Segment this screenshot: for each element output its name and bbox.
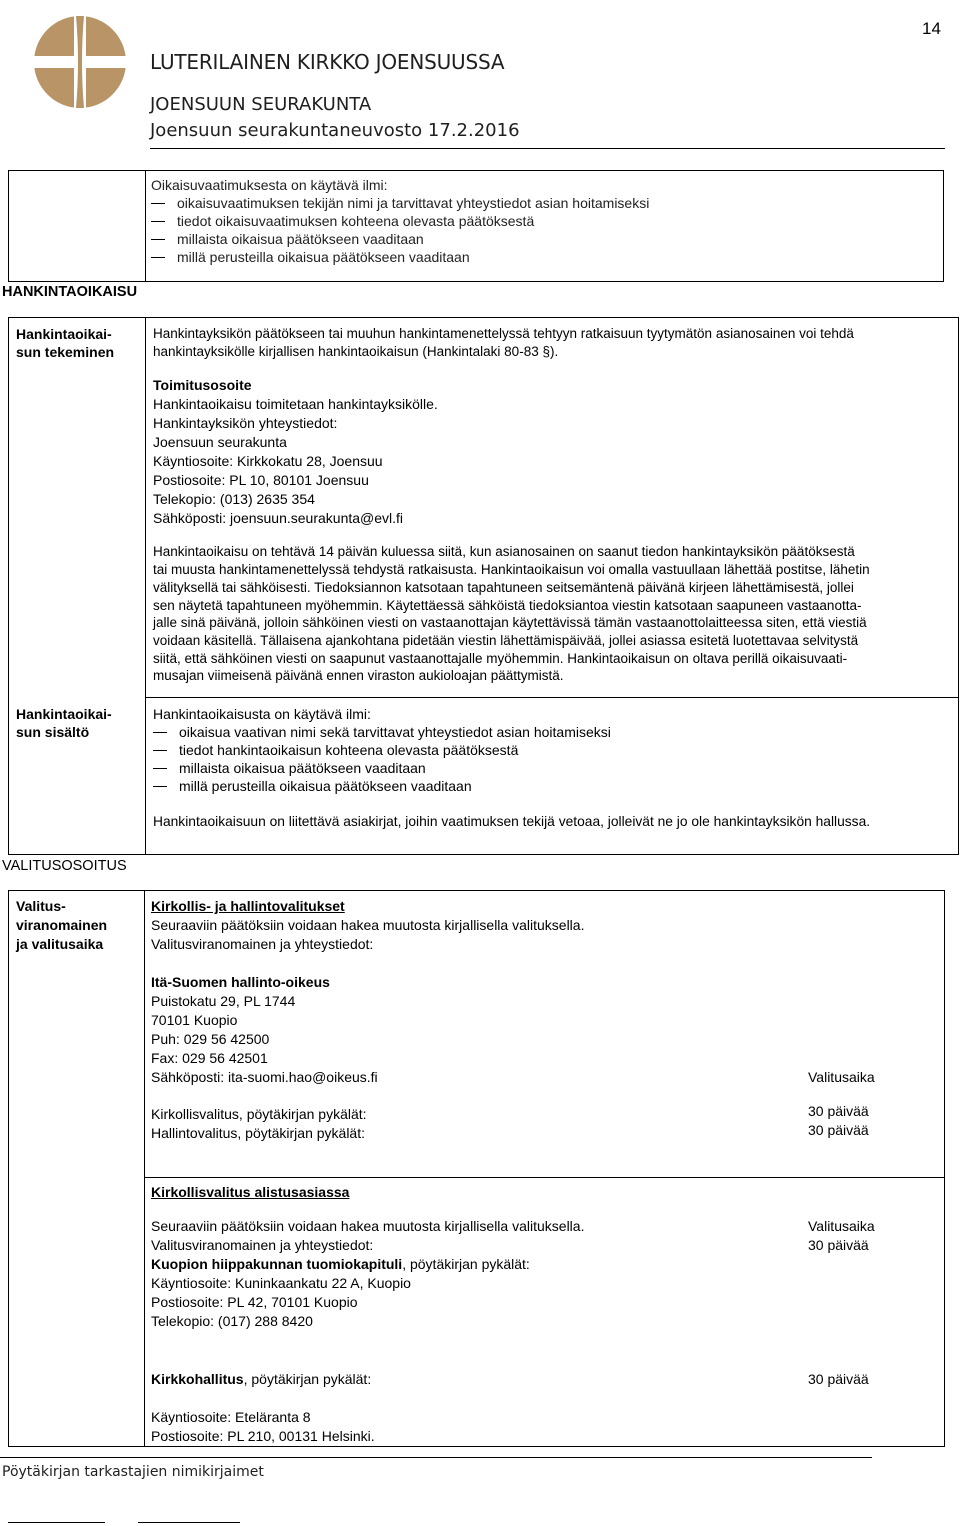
hankinta-para1: hankintayksikölle kirjallisen hankintaoikaisun (Hankintalaki 80-83 §).	[153, 344, 559, 359]
list-item: oikaisuvaatimuksen tekijän nimi ja tarvittavat yhteystiedot asian hoitamiseksi	[151, 194, 649, 212]
kh-line: Postiosoite: PL 210, 00131 Helsinki.	[151, 1428, 375, 1444]
tk-line: Postiosoite: PL 42, 70101 Kuopio	[151, 1294, 358, 1310]
kirkkohallitus-line: Kirkkohallitus, pöytäkirjan pykälät:	[151, 1371, 372, 1387]
label-hankinta-tekeminen: Hankintaoikai-	[16, 326, 112, 342]
days-value: 30 päivää	[808, 1371, 869, 1387]
hankinta-heading: HANKINTAOIKAISU	[2, 284, 138, 300]
hankinta-para1: Hankintayksikön päätökseen tai muuhun hankintamenettelyssä tehtyyn ratkaisuun tyytymätön asianosainen voi tehdä	[153, 326, 854, 341]
s2-line: Valitusviranomainen ja yhteystiedot:	[151, 1237, 374, 1253]
hankinta-para2: voidaan käsitellä. Tällaisena ajankohtana pidetään viestin lähettämispäivää, jollei asiassa esitetä luotettavaa selvitystä	[153, 633, 859, 648]
label-hankinta-tekeminen: sun tekeminen	[16, 344, 115, 360]
initials-line	[8, 1522, 105, 1523]
header-unit: JOENSUUN SEURAKUNTA	[150, 94, 372, 115]
label-valitus: Valitus-	[16, 898, 66, 914]
toimitus-line: Hankintayksikön yhteystiedot:	[153, 415, 338, 431]
court-line: Puh: 029 56 42500	[151, 1031, 270, 1047]
s1-line: Valitusviranomainen ja yhteystiedot:	[151, 936, 374, 952]
tk-line: Käyntiosoite: Kuninkaankatu 22 A, Kuopio	[151, 1275, 411, 1291]
list-item: tiedot oikaisuvaatimuksen kohteena olevasta päätöksestä	[151, 212, 534, 230]
s2-title: Kirkollisvalitus alistusasiassa	[151, 1184, 350, 1200]
header-meeting: Joensuun seurakuntaneuvosto 17.2.2016	[150, 120, 520, 141]
court-line: 70101 Kuopio	[151, 1012, 238, 1028]
kh-line: Käyntiosoite: Eteläranta 8	[151, 1409, 311, 1425]
toimitus-line: Joensuun seurakunta	[153, 434, 287, 450]
court-line: Fax: 029 56 42501	[151, 1050, 268, 1066]
hankinta-para2: tai muusta hankintamenettelyssä tehdystä ratkaisusta. Hankintaoikaisun voi omalla vastuullaan lähettää postitse, lähetin	[153, 562, 870, 577]
hankinta-para2: välityksellä tai sähköisesti. Tiedoksiannon katsotaan tapahtuneen seitsemäntenä päivänä kirjeen lähettämisestä, jollei	[153, 580, 854, 595]
list-item: oikaisua vaativan nimi sekä tarvittavat yhteystiedot asian hoitamiseksi	[153, 723, 611, 741]
valitusaika-label: Valitusaika	[808, 1218, 875, 1234]
hankinta-para2: jalle sinä päivänä, jolloin sähköinen viesti on vastaanottajan käytettävissä tämän vastaanottolaitteessa siten, että viestiä	[153, 615, 867, 630]
hankinta-para2: Hankintaoikaisu on tehtävä 14 päivän kuluessa siitä, kun asianosainen on saanut tiedon hankintayksikön päätöksestä	[153, 544, 855, 559]
hankinta-para2: siitä, että sähköinen viesti on saapunut vastaanottajalle myöhemmin. Hankintaoikaisun on oltava perillä oikaisuvaati-	[153, 651, 848, 666]
sisalto-intro: Hankintaoikaisusta on käytävä ilmi:	[153, 706, 371, 722]
court-line: Puistokatu 29, PL 1744	[151, 993, 296, 1009]
toimitus-heading: Toimitusosoite	[153, 377, 252, 393]
label-valitus: ja valitusaika	[16, 936, 104, 952]
footer-label: Pöytäkirjan tarkastajien nimikirjaimet	[2, 1464, 264, 1480]
liitteet-text: Hankintaoikaisuun on liitettävä asiakirjat, joihin vaatimuksen tekijä vetoaa, jolleivät ne jo ole hankintayksikön hallussa.	[153, 814, 871, 829]
toimitus-email: Sähköposti: joensuun.seurakunta@evl.fi	[153, 510, 404, 526]
hankinta-para2: musajan viimeisenä päivänä ennen viraston aukioloajan päättymistä.	[153, 668, 564, 683]
list-item: millä perusteilla oikaisua päätökseen vaaditaan	[153, 777, 472, 795]
oikaisu-intro: Oikaisuvaatimuksesta on käytävä ilmi:	[151, 177, 388, 193]
s1-line: Seuraaviin päätöksiin voidaan hakea muutosta kirjallisella valituksella.	[151, 917, 585, 933]
label-hankinta-sisalto: sun sisältö	[16, 724, 90, 740]
initials-line	[138, 1522, 240, 1523]
toimitus-line: Telekopio: (013) 2635 354	[153, 491, 315, 507]
label-hankinta-sisalto: Hankintaoikai-	[16, 706, 112, 722]
tk-line: Telekopio: (017) 288 8420	[151, 1313, 313, 1329]
court-email: Sähköposti: ita-suomi.hao@oikeus.fi	[151, 1069, 378, 1085]
footer-rule	[0, 1457, 872, 1458]
church-logo	[32, 14, 128, 110]
label-valitus: viranomainen	[16, 917, 108, 933]
days-value: 30 päivää	[808, 1237, 869, 1253]
valitus-heading: VALITUSOSOITUS	[2, 858, 127, 874]
list-item: millaista oikaisua päätökseen vaaditaan	[153, 759, 426, 777]
tuomiokapituli-line: Kuopion hiippakunnan tuomiokapituli, pöytäkirjan pykälät:	[151, 1256, 530, 1272]
list-item: tiedot hankintaoikaisun kohteena olevasta päätöksestä	[153, 741, 518, 759]
s2-line: Seuraaviin päätöksiin voidaan hakea muutosta kirjallisella valituksella.	[151, 1218, 585, 1234]
toimitus-line: Hankintaoikaisu toimitetaan hankintayksikölle.	[153, 396, 438, 412]
hallintovalitus-line: Hallintovalitus, pöytäkirjan pykälät:	[151, 1125, 365, 1141]
days-value: 30 päivää	[808, 1103, 869, 1119]
list-item: millaista oikaisua päätökseen vaaditaan	[151, 230, 424, 248]
days-value: 30 päivää	[808, 1122, 869, 1138]
header-org: LUTERILAINEN KIRKKO JOENSUUSSA	[150, 50, 505, 74]
list-item: millä perusteilla oikaisua päätökseen vaaditaan	[151, 248, 470, 266]
toimitus-line: Postiosoite: PL 10, 80101 Joensuu	[153, 472, 369, 488]
page-number: 14	[922, 19, 941, 38]
valitus-box	[8, 890, 945, 1447]
hankinta-para2: sen näytetä tapahtuneen myöhemmin. Käytettäessä sähköistä tiedoksiantoa viestin katsotaan saapuneen vastaanotta-	[153, 598, 862, 613]
s1-title: Kirkollis- ja hallintovalitukset	[151, 898, 345, 914]
header-rule	[150, 148, 945, 149]
toimitus-line: Käyntiosoite: Kirkkokatu 28, Joensuu	[153, 453, 383, 469]
court-name: Itä-Suomen hallinto-oikeus	[151, 974, 330, 990]
valitusaika-label: Valitusaika	[808, 1069, 875, 1085]
kirkollisvalitus-line: Kirkollisvalitus, pöytäkirjan pykälät:	[151, 1106, 367, 1122]
